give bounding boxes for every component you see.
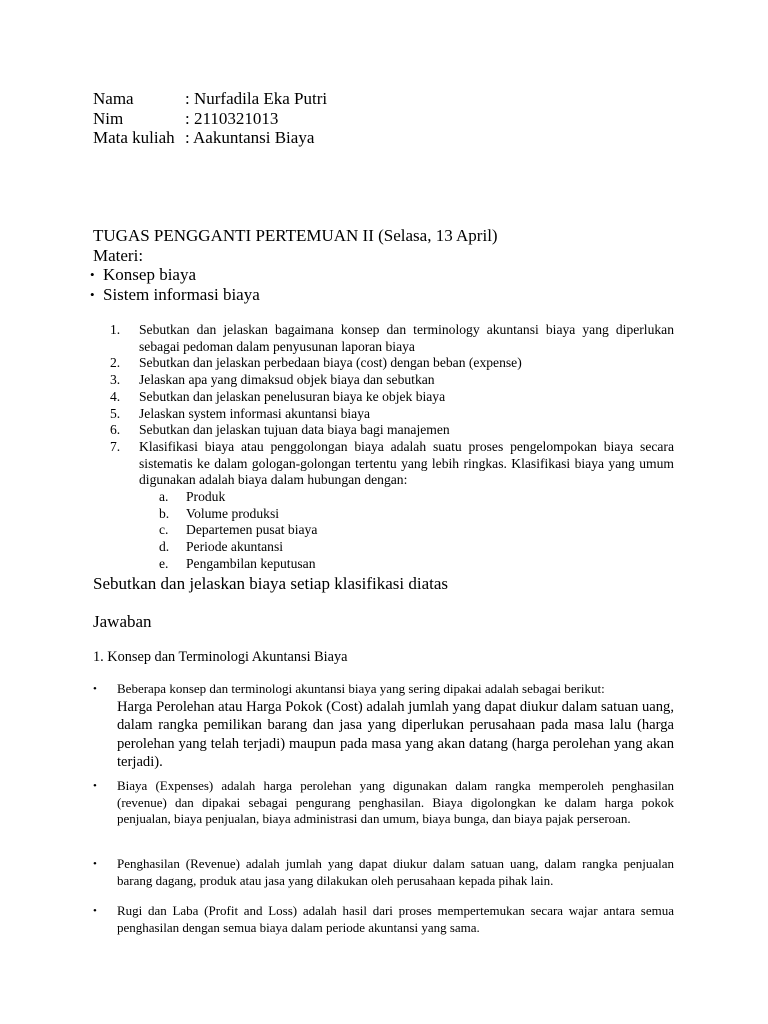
question-item: 5. Jelaskan system informasi akuntansi biaya <box>110 405 371 421</box>
question-item: 2. Sebutkan dan jelaskan perbedaan biaya (cost) dengan beban (expense) <box>110 355 522 371</box>
identity-label: Nim <box>93 109 124 128</box>
sub-item: c. Departemen pusat biaya <box>159 522 318 538</box>
materi-item: • Konsep biaya <box>90 265 197 284</box>
sub-item: a. Produk <box>159 489 226 505</box>
bullet-icon: • <box>93 858 97 870</box>
assignment-title: TUGAS PENGGANTI PERTEMUAN II (Selasa, 13 April) <box>93 226 498 245</box>
answer-section-heading: 1. Konsep dan Terminologi Akuntansi Biaya <box>93 649 348 665</box>
answer-item <box>93 778 674 828</box>
identity-value: : Aakuntansi Biaya <box>185 128 315 147</box>
instruction-text: Sebutkan dan jelaskan biaya setiap klasifikasi diatas <box>93 574 449 593</box>
bullet-icon: • <box>93 683 97 695</box>
answer-intro: Beberapa konsep dan terminologi akuntansi biaya yang sering dipakai adalah sebagai berikut: <box>117 681 605 696</box>
question-item: 1. Sebutkan dan jelaskan bagaimana konsep dan terminology akuntansi biaya yang diperlukan sebagai pedoman dalam penyusunan laporan biaya <box>110 322 674 354</box>
question-item: 3. Jelaskan apa yang dimaksud objek biaya dan sebutkan <box>110 372 435 388</box>
sub-item: b. Volume produksi <box>159 505 280 521</box>
answer-item <box>93 903 674 936</box>
bullet-icon: • <box>90 287 95 302</box>
materi-item: • Sistem informasi biaya <box>90 285 260 304</box>
answer-heading: Jawaban <box>93 612 152 631</box>
question-list <box>110 322 674 573</box>
bullet-icon: • <box>93 905 97 917</box>
identity-label: Nama <box>93 89 134 108</box>
identity-row-name <box>93 89 327 109</box>
answer-text: Rugi dan Laba (Profit and Loss) adalah hasil dari proses mempertemukan secara wajar antara semua penghasilan dengan semua biaya dalam periode akuntansi yang sama. <box>117 903 674 935</box>
identity-row-nim <box>93 109 278 129</box>
question-item: 6. Sebutkan dan jelaskan tujuan data biaya bagi manajemen <box>110 422 450 438</box>
answer-text: Penghasilan (Revenue) adalah jumlah yang dapat diukur dalam satuan uang, dalam rangka penjualan barang dagang, produk atau jasa yang dilakukan oleh perusahaan kepada pihak lain. <box>117 856 674 888</box>
answer-text: Harga Perolehan atau Harga Pokok (Cost) adalah jumlah yang dapat diukur dalam satuan uang, dalam rangka pemilikan barang dan jasa yang diperlukan perusahaan pada masa lalu (harga perolehan yang telah terjadi) maupun pada masa yang akan datang (harga perolehan yang akan terjadi). <box>117 698 674 770</box>
question-item: 7. Klasifikasi biaya atau penggolongan biaya adalah suatu proses pengelompokan biaya secara sistematis ke dalam gologan-golongan tertentu yang lebih ringkas. Klasifikasi biaya yang umum digunakan adalah biaya dalam hubungan dengan: <box>110 438 674 488</box>
answer-item <box>93 856 674 889</box>
answer-text: Biaya (Expenses) adalah harga perolehan yang digunakan dalam rangka memperoleh penghasilan (revenue) dan dipakai sebagai pengurang penghasilan. Biaya digolongkan ke dalam harga pokok penjualan, biaya penjualan, biaya administrasi dan umum, biaya bunga, dan biaya pajak perseroan. <box>117 778 674 826</box>
sub-item: d. Periode akuntansi <box>159 539 284 555</box>
identity-value: : Nurfadila Eka Putri <box>185 89 328 108</box>
question-item: 4. Sebutkan dan jelaskan penelusuran biaya ke objek biaya <box>110 388 446 404</box>
bullet-icon: • <box>93 780 97 792</box>
bullet-icon: • <box>90 267 95 282</box>
identity-row-course <box>93 128 314 148</box>
answer-item <box>93 681 674 772</box>
identity-label: Mata kuliah <box>93 128 175 147</box>
materi-label: Materi: <box>93 246 144 265</box>
identity-value: : 2110321013 <box>185 109 279 128</box>
sub-item: e. Pengambilan keputusan <box>159 555 316 571</box>
